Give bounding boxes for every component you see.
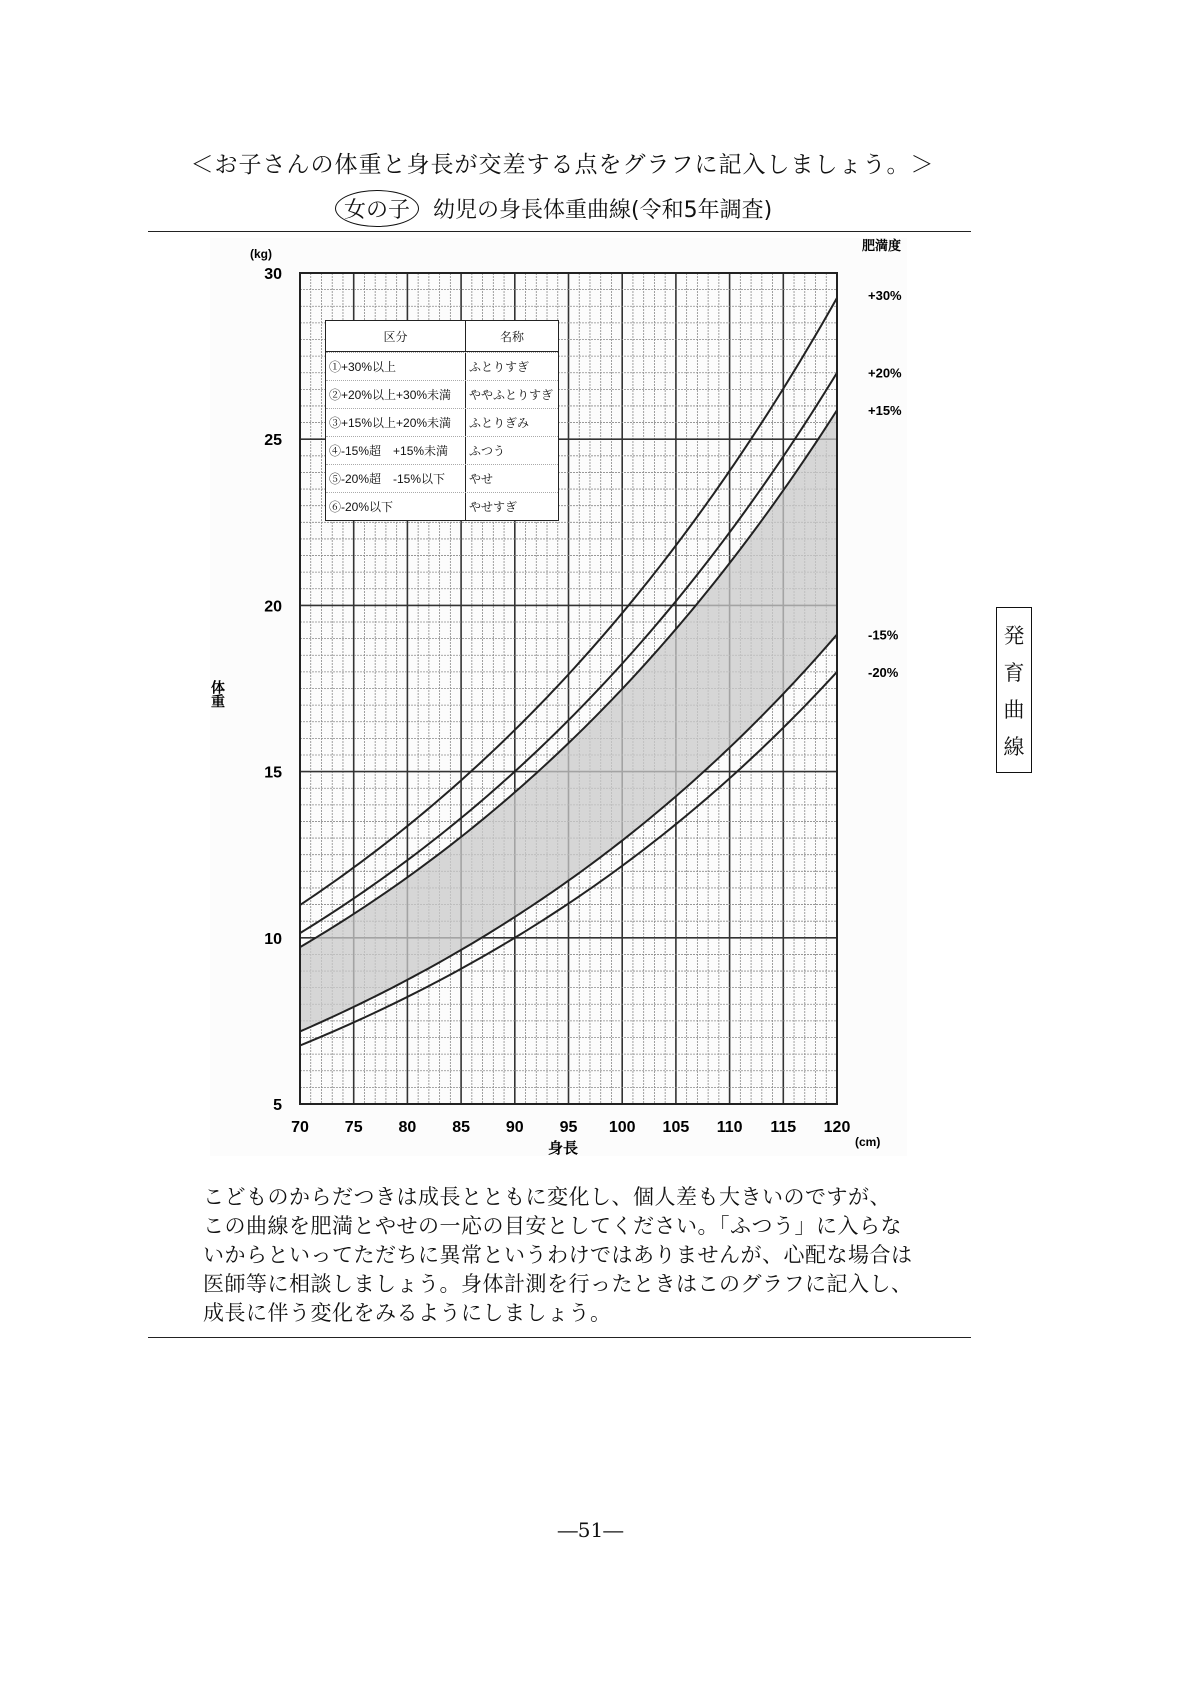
y-axis-label: 体重 — [210, 680, 226, 708]
legend-row — [326, 464, 558, 492]
section-tab-char: 線 — [1003, 734, 1025, 759]
legend-header-row — [326, 321, 558, 352]
legend-name: ふとりすぎ — [469, 360, 530, 374]
paragraph-line: 成長に伴う変化をみるようにしましょう。 — [203, 1301, 612, 1325]
y-tick-label: 20 — [264, 598, 282, 616]
legend-category: ③+15%以上+20%未満 — [326, 409, 466, 436]
legend-category: ②+20%以上+30%未満 — [326, 381, 466, 408]
legend-name: やせすぎ — [469, 500, 518, 514]
explanation-paragraph — [203, 1183, 963, 1328]
legend-header: 区分 — [326, 321, 466, 351]
paragraph-line: 医師等に相談しましょう。身体計測を行ったときはこのグラフに記入し、 — [203, 1272, 913, 1296]
section-tab-char: 曲 — [1003, 697, 1025, 722]
series-label: +30% — [868, 287, 902, 303]
x-tick-label: 115 — [770, 1119, 797, 1136]
legend-row — [326, 352, 558, 380]
y-tick-label: 25 — [264, 432, 282, 450]
y-tick-label: 15 — [264, 764, 282, 782]
x-tick-label: 110 — [716, 1119, 743, 1136]
subtitle-text: 幼児の身長体重曲線(令和5年調査) — [433, 198, 773, 223]
y-tick-label: 30 — [264, 266, 282, 283]
legend-row — [326, 492, 558, 520]
gender-label: 女の子 — [335, 190, 419, 227]
x-tick-label: 70 — [291, 1119, 309, 1136]
series-label: +15% — [868, 403, 902, 419]
section-tab-char: 発 — [1003, 623, 1025, 648]
legend-name: ふとりぎみ — [469, 416, 530, 430]
legend-row — [326, 408, 558, 436]
legend-category: ⑤-20%超 -15%以下 — [326, 465, 466, 492]
instruction-heading: ＜お子さんの体重と身長が交差する点をグラフに記入しましょう。＞ — [190, 152, 935, 178]
paragraph-line: こどものからだつきは成長とともに変化し、個人差も大きいのですが、 — [203, 1185, 891, 1209]
section-tab — [996, 607, 1032, 773]
paragraph-line: この曲線を肥満とやせの一応の目安としてください。「ふつう」に入らな — [203, 1214, 902, 1238]
x-tick-label: 75 — [344, 1119, 363, 1136]
y-unit: (kg) — [250, 247, 272, 261]
x-tick-label: 100 — [608, 1119, 636, 1136]
x-tick-label: 95 — [559, 1119, 578, 1136]
legend-row — [326, 380, 558, 408]
legend-name: ややふとりすぎ — [469, 388, 554, 402]
page-number: ―51― — [557, 1518, 624, 1542]
x-axis-label: 身長 — [547, 1140, 579, 1157]
legend-row — [326, 436, 558, 464]
series-label: -15% — [868, 627, 899, 643]
series-label: +20% — [868, 365, 902, 381]
bottom-divider — [148, 1337, 971, 1338]
legend-name: ふつう — [469, 444, 506, 458]
legend-name: やせ — [469, 472, 494, 486]
x-tick-label: 90 — [505, 1119, 524, 1136]
x-tick-label: 80 — [398, 1119, 417, 1136]
legend-category: ⑥-20%以下 — [326, 493, 466, 520]
x-tick-label: 105 — [662, 1119, 690, 1136]
legend-table — [325, 320, 559, 521]
x-tick-label: 85 — [452, 1119, 470, 1136]
y-tick-label: 10 — [264, 930, 282, 948]
paragraph-line: いからといってただちに異常というわけではありませんが、心配な場合は — [203, 1243, 913, 1267]
y-tick-label: 5 — [273, 1097, 282, 1114]
section-tab-char: 育 — [1003, 660, 1025, 685]
legend-category: ④-15%超 +15%未満 — [326, 437, 466, 464]
legend-header: 名称 — [499, 329, 524, 344]
legend-category: ①+30%以上 — [326, 353, 466, 380]
x-unit: (cm) — [855, 1135, 881, 1149]
obesity-label: 肥満度 — [862, 238, 902, 253]
series-label: -20% — [868, 664, 899, 680]
x-tick-label: 120 — [823, 1119, 851, 1136]
